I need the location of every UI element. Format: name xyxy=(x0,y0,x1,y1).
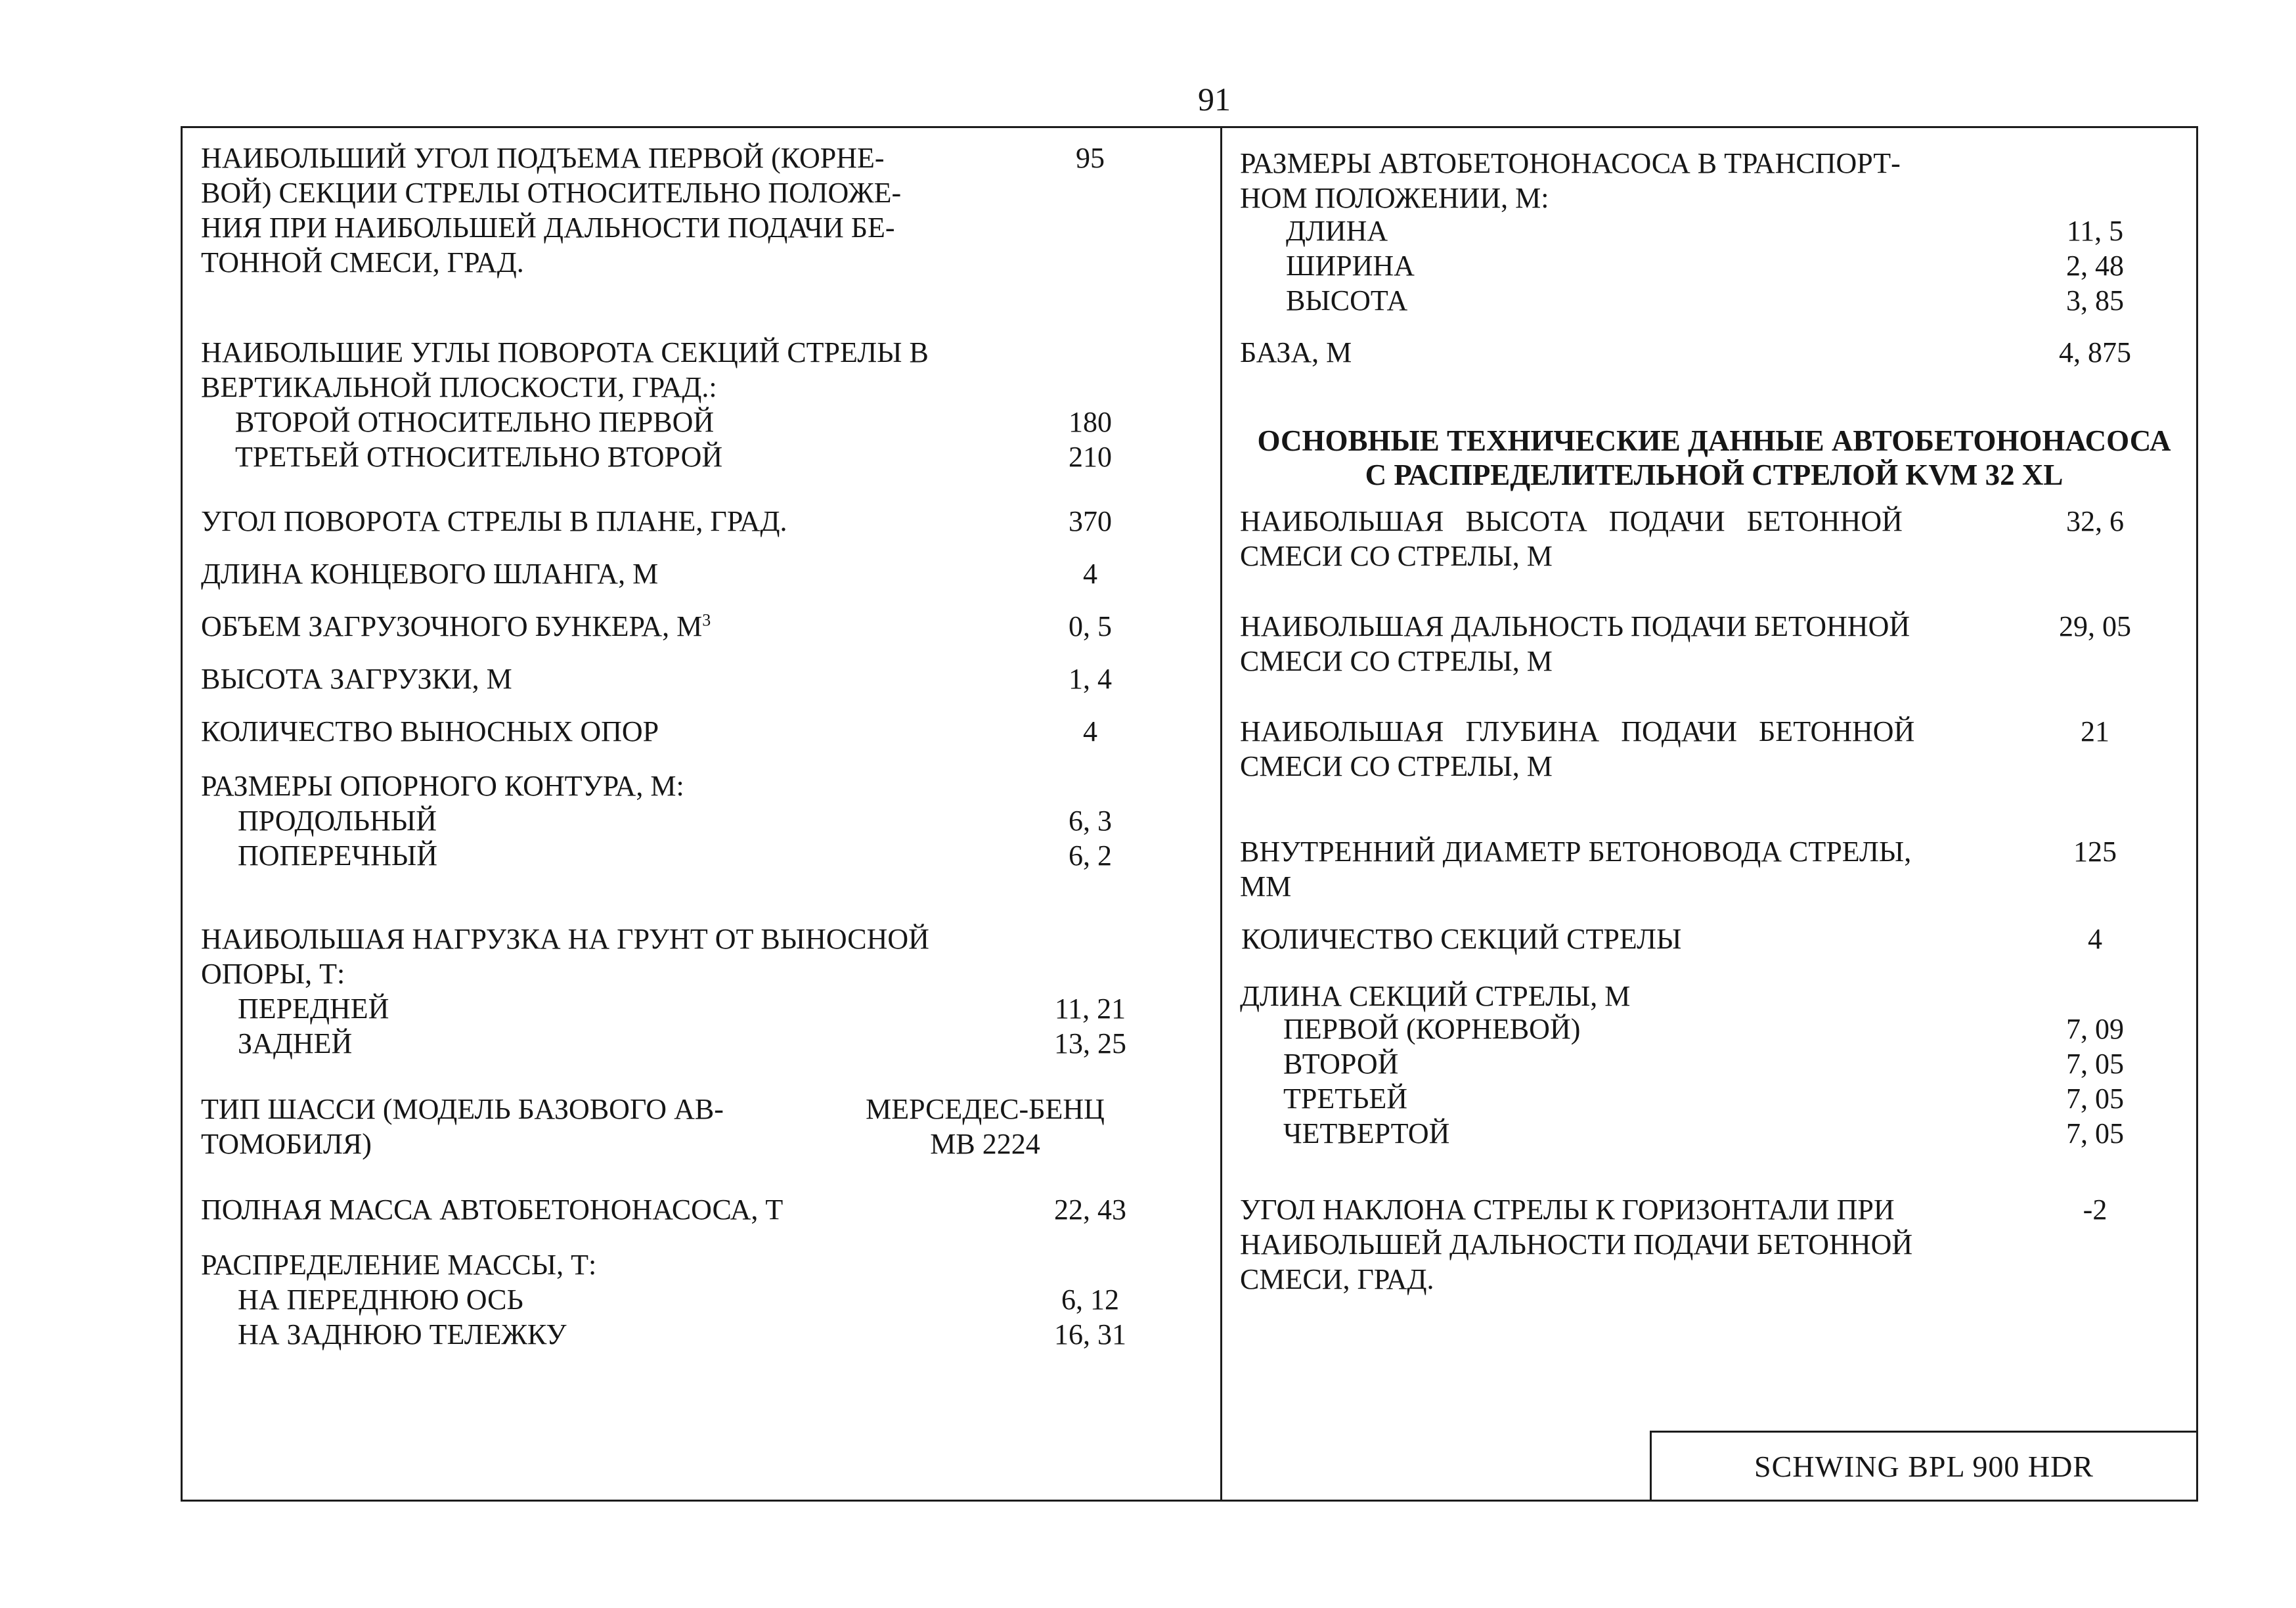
chassis-value-line-1: МЕРСЕДЕС-БЕНЦ xyxy=(866,1093,1105,1125)
max-lift-angle-line-4: ТОННОЙ СМЕСИ, ГРАД. xyxy=(201,246,524,279)
ground-load-line-1: НАИБОЛЬШАЯ НАГРУЗКА НА ГРУНТ ОТ ВЫНОСНОЙ xyxy=(201,923,929,955)
section-lengths-label: ДЛИНА СЕКЦИЙ СТРЕЛЫ, М xyxy=(1240,980,1631,1012)
first-section-value: 7, 09 xyxy=(2066,1013,2124,1045)
front-outrigger-value: 11, 21 xyxy=(1054,993,1126,1025)
base-value: 4, 875 xyxy=(2059,336,2131,368)
transport-dims-line-1: РАЗМЕРЫ АВТОБЕТОНОНАСОСА В ТРАНСПОРТ- xyxy=(1240,147,1901,179)
rear-outrigger-value: 13, 25 xyxy=(1054,1027,1126,1060)
mass-distribution-label: РАСПРЕДЕЛЕНИЕ МАССЫ, Т: xyxy=(201,1249,597,1281)
length-label: ДЛИНА xyxy=(1286,215,1388,247)
load-height-value: 1, 4 xyxy=(1069,663,1112,695)
transverse-value: 6, 2 xyxy=(1069,839,1112,872)
max-lift-angle-value: 95 xyxy=(1076,142,1105,174)
longitudinal-value: 6, 3 xyxy=(1069,805,1112,837)
max-height-value: 32, 6 xyxy=(2066,505,2124,537)
width-value: 2, 48 xyxy=(2066,250,2124,282)
total-mass-value: 22, 43 xyxy=(1054,1194,1126,1226)
load-height-label: ВЫСОТА ЗАГРУЗКИ, М xyxy=(201,663,512,695)
column-divider xyxy=(1220,126,1222,1502)
outriggers-value: 4 xyxy=(1083,715,1097,748)
hopper-volume-label: ОБЪЕМ ЗАГРУЗОЧНОГО БУНКЕРА, $М^3$ xyxy=(201,610,711,642)
rotation-angles-line-2: ВЕРТИКАЛЬНОЙ ПЛОСКОСТИ, ГРАД.: xyxy=(201,371,717,403)
transport-dims-line-2: НОМ ПОЛОЖЕНИИ, М: xyxy=(1240,182,1549,214)
plan-rotation-value: 370 xyxy=(1069,505,1112,537)
section-heading-line-2: С РАСПРЕДЕЛИТЕЛЬНОЙ СТРЕЛОЙ KVM 32 XL xyxy=(1365,458,2064,491)
incline-line-1: УГОЛ НАКЛОНА СТРЕЛЫ К ГОРИЗОНТАЛИ ПРИ xyxy=(1240,1194,1895,1226)
end-hose-value: 4 xyxy=(1083,558,1097,590)
second-section-value: 7, 05 xyxy=(2066,1048,2124,1080)
max-lift-angle-line-3: НИЯ ПРИ НАИБОЛЬШЕЙ ДАЛЬНОСТИ ПОДАЧИ БЕ- xyxy=(201,212,895,244)
rear-outrigger-label: ЗАДНЕЙ xyxy=(238,1027,353,1060)
title-block: SCHWING BPL 900 HDR xyxy=(1754,1449,2094,1483)
chassis-line-2: ТОМОБИЛЯ) xyxy=(201,1128,372,1160)
incline-line-2: НАИБОЛЬШЕЙ ДАЛЬНОСТИ ПОДАЧИ БЕТОННОЙ xyxy=(1240,1228,1913,1261)
rear-bogie-label: НА ЗАДНЮЮ ТЕЛЕЖКУ xyxy=(238,1318,567,1351)
longitudinal-label: ПРОДОЛЬНЫЙ xyxy=(238,805,437,837)
incline-value: -2 xyxy=(2083,1194,2108,1226)
fourth-section-label: ЧЕТВЕРТОЙ xyxy=(1283,1117,1450,1150)
max-lift-angle-line-2: ВОЙ) СЕКЦИИ СТРЕЛЫ ОТНОСИТЕЛЬНО ПОЛОЖЕ- xyxy=(201,177,902,209)
max-lift-angle-line-1: НАИБОЛЬШИЙ УГОЛ ПОДЪЕМА ПЕРВОЙ (КОРНЕ- xyxy=(201,142,885,174)
max-height-line-1: НАИБОЛЬШАЯ ВЫСОТА ПОДАЧИ БЕТОННОЙ xyxy=(1240,505,1903,537)
max-depth-line-1: НАИБОЛЬШАЯ ГЛУБИНА ПОДАЧИ БЕТОННОЙ xyxy=(1240,715,1915,748)
hopper-volume-value: 0, 5 xyxy=(1069,610,1112,642)
third-rel-second-label: ТРЕТЬЕЙ ОТНОСИТЕЛЬНО ВТОРОЙ xyxy=(235,441,723,473)
fourth-section-value: 7, 05 xyxy=(2066,1117,2124,1150)
height-value: 3, 85 xyxy=(2066,284,2124,317)
total-mass-label: ПОЛНАЯ МАССА АВТОБЕТОНОНАСОСА, Т xyxy=(201,1194,784,1226)
third-rel-second-value: 210 xyxy=(1069,441,1112,473)
second-rel-first-label: ВТОРОЙ ОТНОСИТЕЛЬНО ПЕРВОЙ xyxy=(235,406,715,438)
front-axle-label: НА ПЕРЕДНЮЮ ОСЬ xyxy=(238,1284,523,1316)
incline-line-3: СМЕСИ, ГРАД. xyxy=(1240,1263,1434,1295)
front-outrigger-label: ПЕРЕДНЕЙ xyxy=(238,993,389,1025)
ground-load-line-2: ОПОРЫ, Т: xyxy=(201,958,345,990)
pipe-diameter-value: 125 xyxy=(2073,836,2117,868)
height-label: ВЫСОТА xyxy=(1286,284,1408,317)
third-section-value: 7, 05 xyxy=(2066,1083,2124,1115)
chassis-line-1: ТИП ШАССИ (МОДЕЛЬ БАЗОВОГО АВ- xyxy=(201,1093,724,1125)
width-label: ШИРИНА xyxy=(1286,250,1415,282)
max-depth-value: 21 xyxy=(2081,715,2109,748)
transverse-label: ПОПЕРЕЧНЫЙ xyxy=(238,839,438,872)
pipe-diameter-line-1: ВНУТРЕННИЙ ДИАМЕТР БЕТОНОВОДА СТРЕЛЫ, xyxy=(1240,836,1912,868)
support-contour-label: РАЗМЕРЫ ОПОРНОГО КОНТУРА, М: xyxy=(201,770,684,802)
max-reach-line-1: НАИБОЛЬШАЯ ДАЛЬНОСТЬ ПОДАЧИ БЕТОННОЙ xyxy=(1240,610,1910,642)
max-depth-line-2: СМЕСИ СО СТРЕЛЫ, М xyxy=(1240,750,1553,782)
first-section-label: ПЕРВОЙ (КОРНЕВОЙ) xyxy=(1283,1013,1581,1045)
outriggers-label: КОЛИЧЕСТВО ВЫНОСНЫХ ОПОР xyxy=(201,715,659,748)
pipe-diameter-line-2: ММ xyxy=(1240,870,1292,903)
third-section-label: ТРЕТЬЕЙ xyxy=(1283,1083,1408,1115)
second-rel-first-value: 180 xyxy=(1069,406,1112,438)
max-height-line-2: СМЕСИ СО СТРЕЛЫ, М xyxy=(1240,540,1553,572)
length-value: 11, 5 xyxy=(2066,215,2124,247)
base-label: БАЗА, М xyxy=(1240,336,1352,368)
plan-rotation-label: УГОЛ ПОВОРОТА СТРЕЛЫ В ПЛАНЕ, ГРАД. xyxy=(201,505,787,537)
front-axle-value: 6, 12 xyxy=(1061,1284,1119,1316)
page-number: 91 xyxy=(1198,81,1231,118)
section-count-label: КОЛИЧЕСТВО СЕКЦИЙ СТРЕЛЫ xyxy=(1241,923,1682,955)
end-hose-label: ДЛИНА КОНЦЕВОГО ШЛАНГА, М xyxy=(201,558,659,590)
rear-bogie-value: 16, 31 xyxy=(1054,1318,1126,1351)
second-section-label: ВТОРОЙ xyxy=(1283,1048,1399,1080)
section-heading-line-1: ОСНОВНЫЕ ТЕХНИЧЕСКИЕ ДАННЫЕ АВТОБЕТОНОНАСОСА xyxy=(1257,424,2171,457)
max-reach-line-2: СМЕСИ СО СТРЕЛЫ, М xyxy=(1240,645,1553,677)
chassis-value-line-2: МВ 2224 xyxy=(930,1128,1040,1160)
section-count-value: 4 xyxy=(2088,923,2102,955)
max-reach-value: 29, 05 xyxy=(2059,610,2131,642)
rotation-angles-line-1: НАИБОЛЬШИЕ УГЛЫ ПОВОРОТА СЕКЦИЙ СТРЕЛЫ В xyxy=(201,336,929,368)
